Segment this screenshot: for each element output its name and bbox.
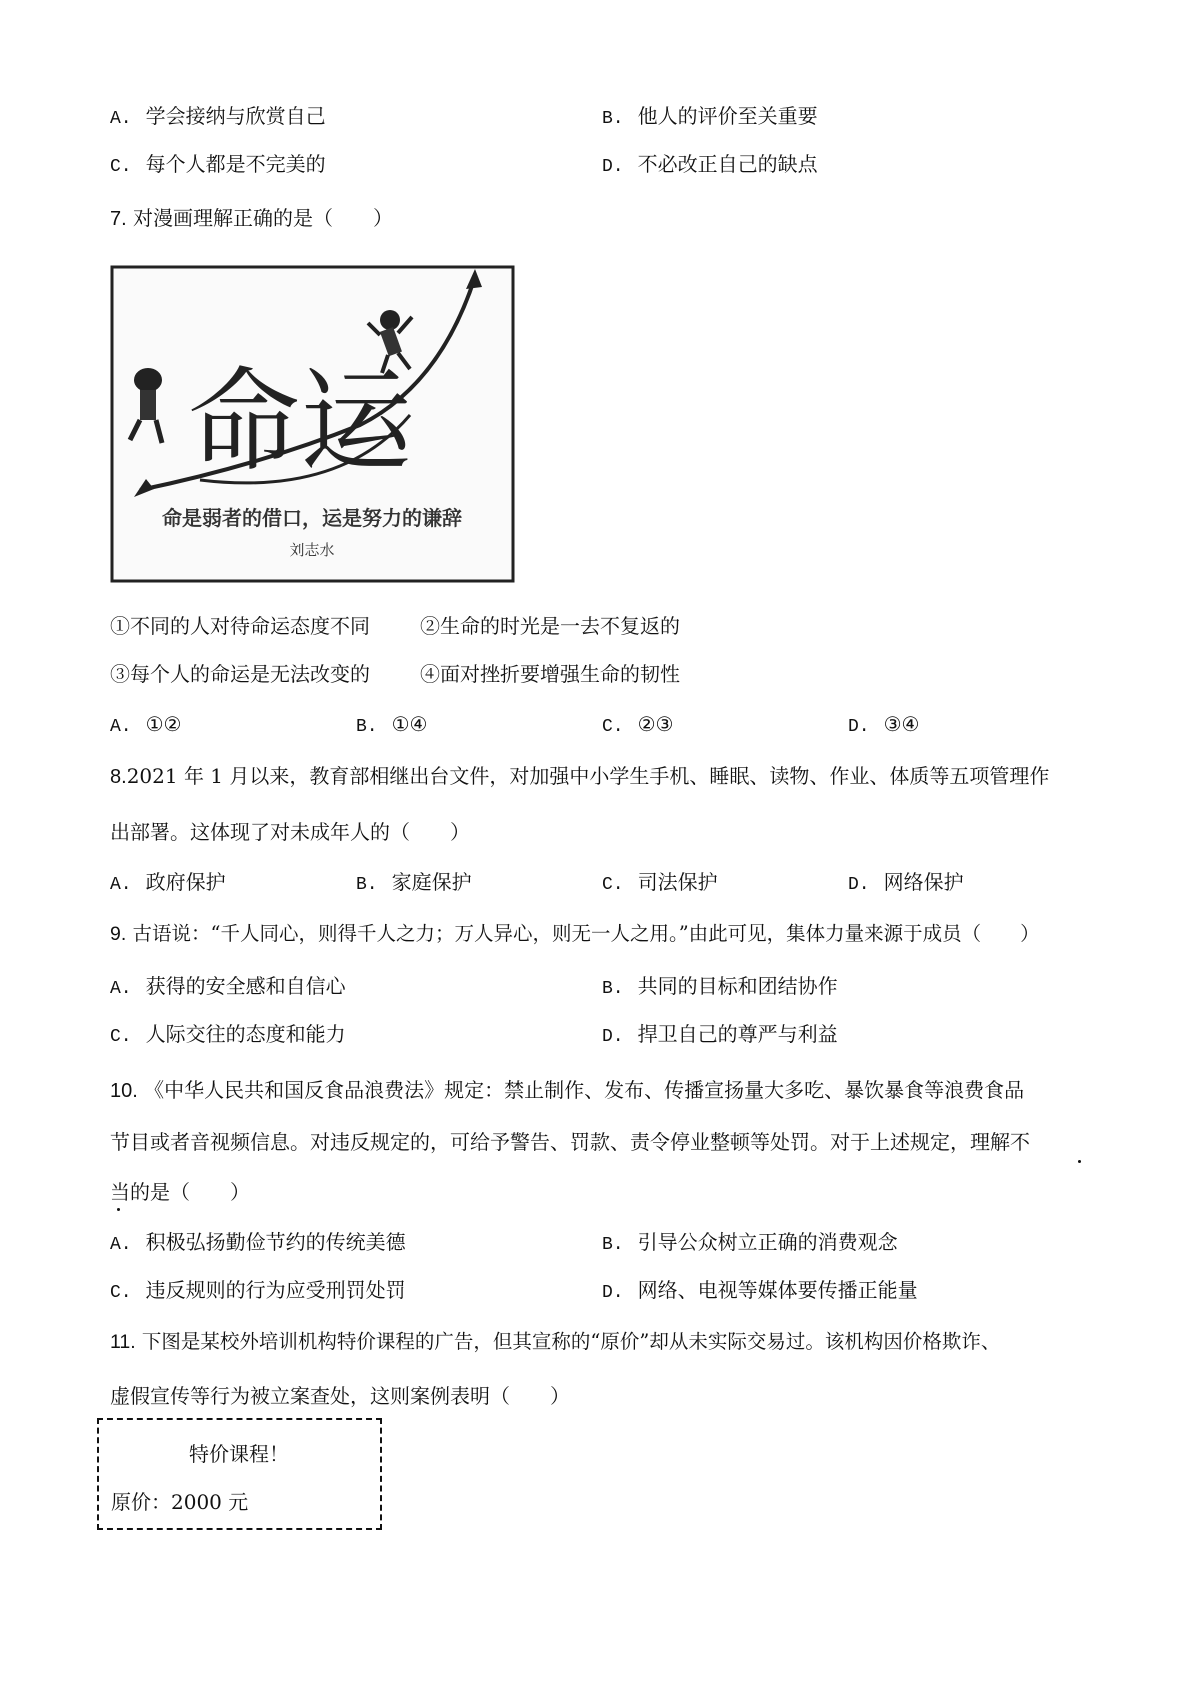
q7-statement-1: ①不同的人对待命运态度不同 — [110, 614, 370, 638]
q10-option-b: B. 引导公众树立正确的消费观念 — [602, 1230, 898, 1255]
q11-stem-line2: 虚假宣传等行为被立案查处，这则案例表明（ ） — [110, 1384, 570, 1408]
q8-option-d: D. 网络保护 — [848, 870, 964, 895]
cartoon-caption: 命是弱者的借口，运是努力的谦辞 — [162, 508, 462, 530]
q9-option-c: C. 人际交往的态度和能力 — [110, 1022, 346, 1047]
q6-option-a: A. 学会接纳与欣赏自己 — [110, 104, 326, 129]
q10-stem-line1: 10. 《中华人民共和国反食品浪费法》规定：禁止制作、发布、传播宣扬量大多吃、暴饮暴食等浪费食品 — [110, 1078, 1025, 1102]
q8-stem-line1: 8.2021 年 1 月以来，教育部相继出台文件，对加强中小学生手机、睡眠、读物、作业、体质等五项管理作 — [110, 764, 1050, 788]
emphasis-dot — [1078, 1160, 1081, 1163]
q9-option-a: A. 获得的安全感和自信心 — [110, 974, 346, 999]
q8-option-a: A. 政府保护 — [110, 870, 226, 895]
q8-option-c: C. 司法保护 — [602, 870, 718, 895]
discount-ad-box — [97, 1418, 382, 1530]
q10-option-c: C. 违反规则的行为应受刑罚处罚 — [110, 1278, 406, 1303]
q10-option-d: D. 网络、电视等媒体要传播正能量 — [602, 1278, 918, 1303]
q6-option-d: D. 不必改正自己的缺点 — [602, 152, 818, 177]
q7-option-d: D. ③④ — [848, 712, 920, 737]
q8-stem-line2: 出部署。这体现了对未成年人的（ ） — [110, 820, 470, 844]
q9-option-b: B. 共同的目标和团结协作 — [602, 974, 838, 999]
q11-stem-line1: 11. 下图是某校外培训机构特价课程的广告，但其宣称的“原价”却从未实际交易过。该机构因价格欺诈、 — [110, 1330, 1001, 1353]
q10-stem-line2: 节目或者音视频信息。对违反规定的，可给予警告、罚款、责令停业整顿等处罚。对于上述规定，理解不 — [110, 1130, 1030, 1154]
q7-option-b: B. ①④ — [356, 712, 428, 737]
q8-option-b: B. 家庭保护 — [356, 870, 472, 895]
q7-stem: 7. 对漫画理解正确的是（ ） — [110, 206, 394, 230]
cartoon-author: 刘志水 — [289, 542, 335, 559]
q6-option-b: B. 他人的评价至关重要 — [602, 104, 818, 129]
q10-option-a: A. 积极弘扬勤俭节约的传统美德 — [110, 1230, 406, 1255]
q7-option-a: A. ①② — [110, 712, 182, 737]
ad-original-price: 原价：2000 元 — [111, 1490, 249, 1514]
cartoon-title: 命运 — [188, 359, 412, 484]
ad-title: 特价课程！ — [189, 1442, 289, 1466]
q10-stem-line3: 当的是（ ） — [110, 1180, 250, 1204]
destiny-cartoon-image — [110, 265, 515, 583]
q7-statement-3: ③每个人的命运是无法改变的 — [110, 662, 370, 686]
q7-statement-4: ④面对挫折要增强生命的韧性 — [420, 662, 680, 686]
emphasis-dot — [117, 1208, 120, 1211]
q9-option-d: D. 捍卫自己的尊严与利益 — [602, 1022, 838, 1047]
q9-stem: 9. 古语说：“千人同心，则得千人之力；万人异心，则无一人之用。”由此可见，集体力量来源于成员（ ） — [110, 922, 1040, 945]
q7-option-c: C. ②③ — [602, 712, 674, 737]
q6-option-c: C. 每个人都是不完美的 — [110, 152, 326, 177]
q7-statement-2: ②生命的时光是一去不复返的 — [420, 614, 680, 638]
